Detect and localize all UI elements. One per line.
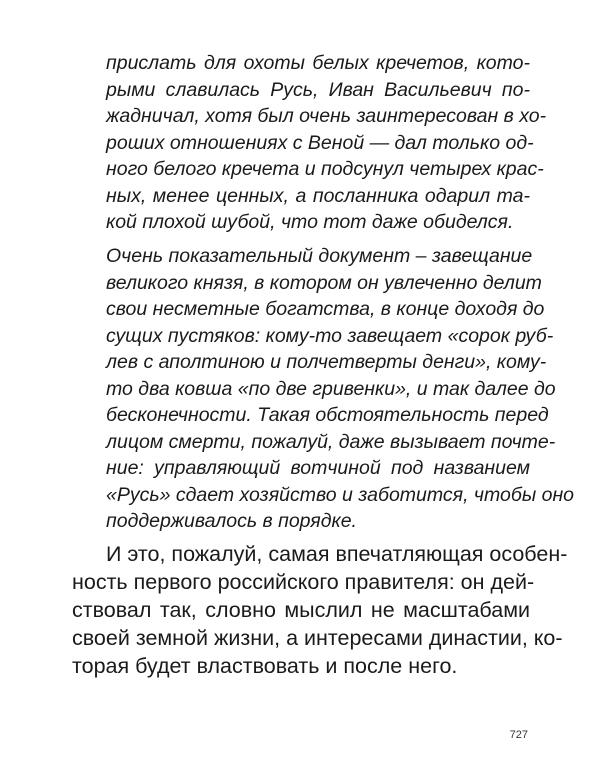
text-line: своей земной жизни, а интересами династии, ко- — [72, 626, 563, 650]
text-line: ствовал так, словно мыслил не масштабами — [72, 598, 530, 622]
text-line: то два ковша «по две гривенки», и так далее до — [106, 377, 556, 400]
text-line: ность первого российского правителя: он дей- — [72, 570, 535, 594]
quote-paragraph-2 — [106, 243, 575, 535]
main-paragraph — [72, 540, 568, 680]
text-line: ние: управляющий вотчиной под названием — [106, 457, 530, 479]
text-line: Очень показательный документ – завещание — [106, 245, 533, 267]
text-line: роших отношениях с Веной — дал только од- — [106, 131, 534, 154]
text-line: ного белого кречета и подсунул четырех крас- — [106, 158, 544, 180]
text-line: свои несметные богатства, в конце доходя до — [106, 298, 545, 320]
text-line: лицом смерти, пожалуй, даже вызывает почте- — [106, 430, 556, 453]
text-line: жадничал, хотя был очень заинтересован в хо- — [106, 105, 547, 127]
text-line: рыми славилась Русь, Иван Васильевич по- — [106, 78, 530, 101]
text-line: И это, пожалуй, самая впечатляющая особен- — [106, 542, 568, 566]
text-line: кой плохой шубой, что тот даже обиделся. — [106, 211, 514, 233]
quote-paragraph-1 — [106, 50, 547, 236]
text-line: сущих пустяков: кому-то завещает «сорок руб- — [106, 324, 554, 347]
page-number: 727 — [509, 729, 528, 741]
text-line: великого князя, в котором он увлеченно делит — [106, 271, 542, 294]
text-line: «Русь» сдает хозяйство и заботится, чтобы оно — [106, 483, 575, 506]
text-line: ных, менее ценных, а посланника одарил та- — [106, 184, 530, 207]
text-line: бесконечности. Такая обстоятельность перед — [106, 404, 549, 426]
text-line: поддерживалось в порядке. — [106, 510, 357, 532]
text-line: торая будет властвовать и после него. — [72, 654, 458, 678]
text-line: лев с аполтиною и полчетверты денги», кому- — [106, 351, 547, 373]
text-line: прислать для охоты белых кречетов, кото- — [106, 52, 530, 74]
